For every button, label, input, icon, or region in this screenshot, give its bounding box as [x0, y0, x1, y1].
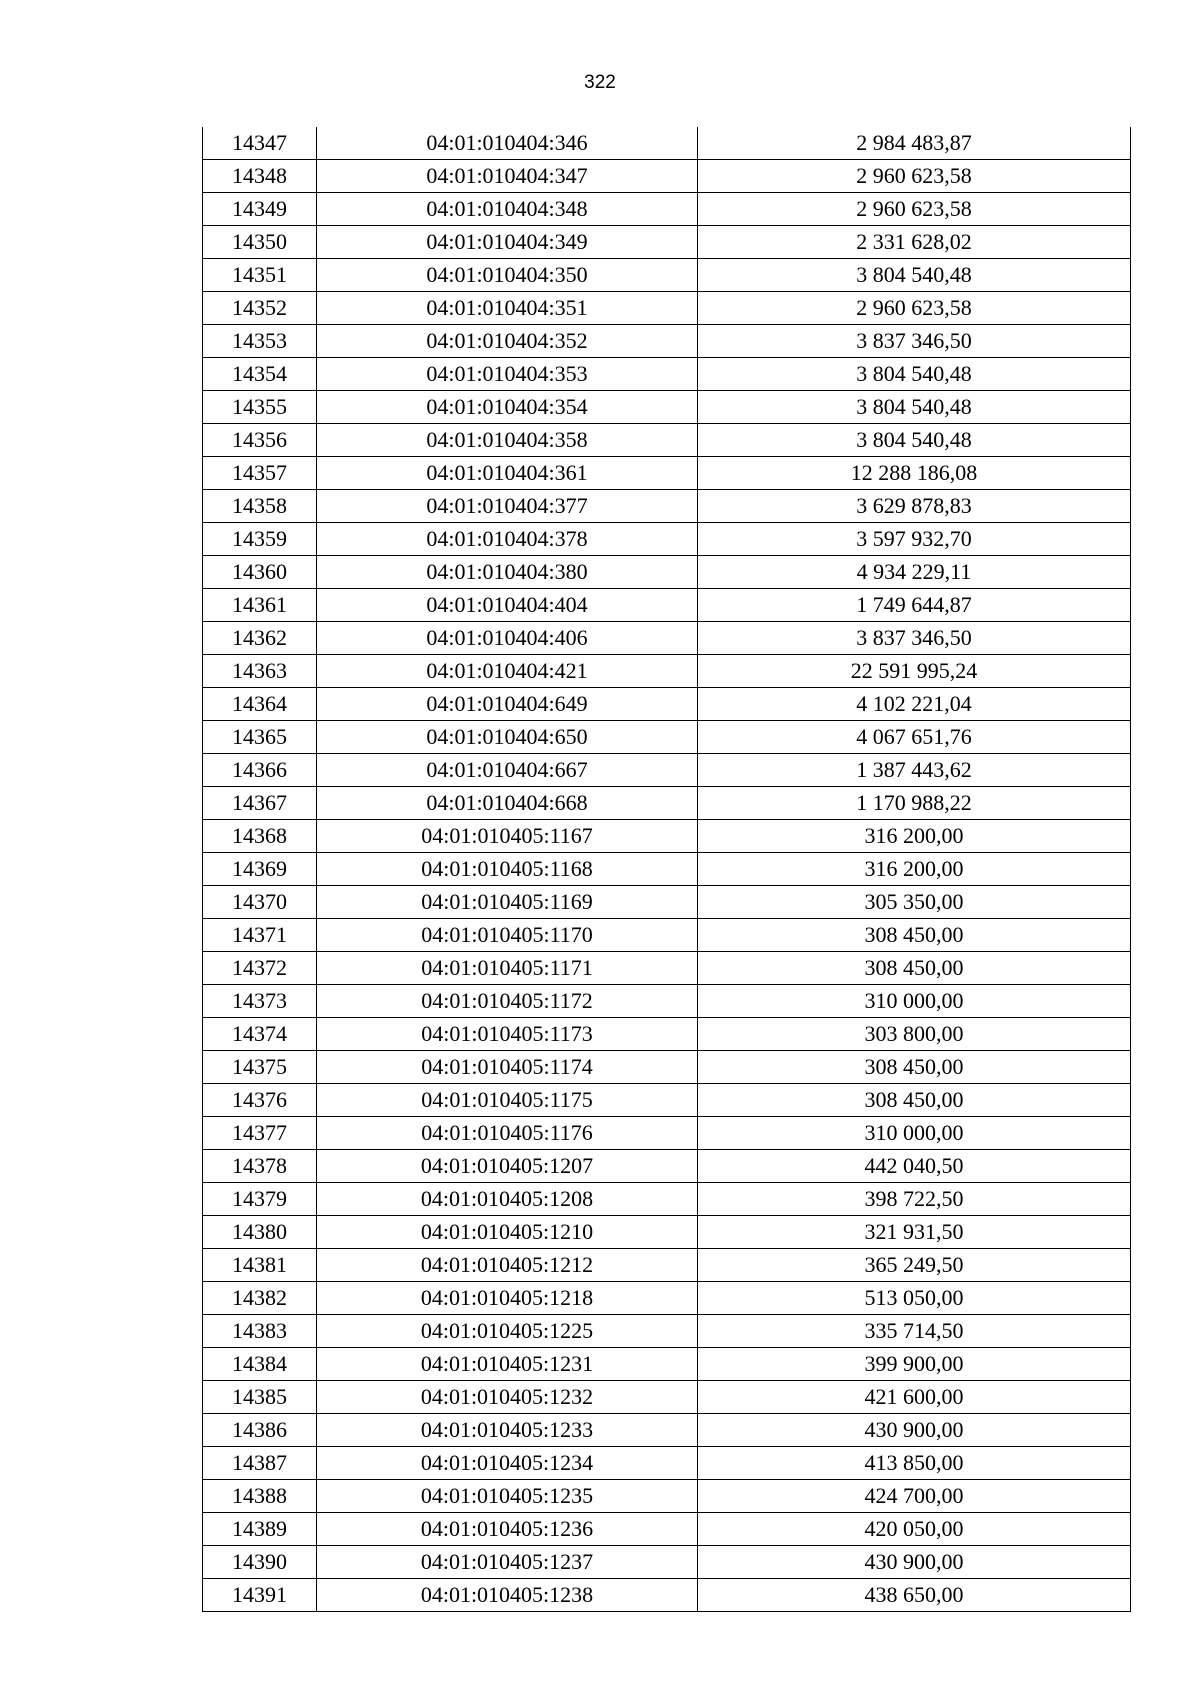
row-number-cell: 14368 — [203, 820, 317, 853]
cadastral-value-cell: 3 804 540,48 — [698, 259, 1131, 292]
cadastral-value-cell: 308 450,00 — [698, 952, 1131, 985]
table-row — [203, 1249, 1131, 1282]
table-row — [203, 688, 1131, 721]
row-number-cell: 14382 — [203, 1282, 317, 1315]
row-number-cell: 14347 — [203, 127, 317, 160]
table-row — [203, 556, 1131, 589]
row-number-cell: 14356 — [203, 424, 317, 457]
cadastral-number-cell: 04:01:010405:1234 — [317, 1447, 698, 1480]
row-number-cell: 14379 — [203, 1183, 317, 1216]
table-row — [203, 1381, 1131, 1414]
row-number-cell: 14385 — [203, 1381, 317, 1414]
table-row — [203, 1447, 1131, 1480]
row-number-cell: 14361 — [203, 589, 317, 622]
cadastral-value-cell: 365 249,50 — [698, 1249, 1131, 1282]
row-number-cell: 14352 — [203, 292, 317, 325]
row-number-cell: 14375 — [203, 1051, 317, 1084]
table-row — [203, 721, 1131, 754]
cadastral-number-cell: 04:01:010405:1210 — [317, 1216, 698, 1249]
table-row — [203, 160, 1131, 193]
table-row — [203, 358, 1131, 391]
cadastral-number-cell: 04:01:010405:1170 — [317, 919, 698, 952]
cadastral-number-cell: 04:01:010404:346 — [317, 127, 698, 160]
cadastral-value-cell: 430 900,00 — [698, 1414, 1131, 1447]
table-row — [203, 1051, 1131, 1084]
cadastral-value-cell: 3 837 346,50 — [698, 622, 1131, 655]
table-row — [203, 490, 1131, 523]
table-row — [203, 325, 1131, 358]
table-row — [203, 259, 1131, 292]
cadastral-number-cell: 04:01:010405:1237 — [317, 1546, 698, 1579]
row-number-cell: 14357 — [203, 457, 317, 490]
table-row — [203, 1579, 1131, 1612]
table-row — [203, 589, 1131, 622]
table-row — [203, 457, 1131, 490]
cadastral-value-cell: 1 387 443,62 — [698, 754, 1131, 787]
cadastral-value-cell: 308 450,00 — [698, 1084, 1131, 1117]
cadastral-number-cell: 04:01:010405:1225 — [317, 1315, 698, 1348]
cadastral-value-cell: 310 000,00 — [698, 1117, 1131, 1150]
cadastral-number-cell: 04:01:010404:352 — [317, 325, 698, 358]
cadastral-number-cell: 04:01:010405:1175 — [317, 1084, 698, 1117]
table-row — [203, 226, 1131, 259]
row-number-cell: 14384 — [203, 1348, 317, 1381]
cadastral-number-cell: 04:01:010404:421 — [317, 655, 698, 688]
cadastral-number-cell: 04:01:010404:358 — [317, 424, 698, 457]
table-row — [203, 1513, 1131, 1546]
row-number-cell: 14350 — [203, 226, 317, 259]
cadastral-number-cell: 04:01:010404:378 — [317, 523, 698, 556]
cadastral-number-cell: 04:01:010405:1174 — [317, 1051, 698, 1084]
cadastral-number-cell: 04:01:010405:1233 — [317, 1414, 698, 1447]
cadastral-number-cell: 04:01:010405:1232 — [317, 1381, 698, 1414]
row-number-cell: 14371 — [203, 919, 317, 952]
cadastral-value-cell: 424 700,00 — [698, 1480, 1131, 1513]
cadastral-number-cell: 04:01:010404:350 — [317, 259, 698, 292]
row-number-cell: 14360 — [203, 556, 317, 589]
cadastral-value-cell: 3 629 878,83 — [698, 490, 1131, 523]
cadastral-number-cell: 04:01:010404:650 — [317, 721, 698, 754]
cadastral-number-cell: 04:01:010405:1235 — [317, 1480, 698, 1513]
cadastral-number-cell: 04:01:010404:353 — [317, 358, 698, 391]
table-row — [203, 1480, 1131, 1513]
table-row — [203, 1546, 1131, 1579]
table-row — [203, 1084, 1131, 1117]
cadastral-value-cell: 2 331 628,02 — [698, 226, 1131, 259]
row-number-cell: 14389 — [203, 1513, 317, 1546]
cadastral-number-cell: 04:01:010404:348 — [317, 193, 698, 226]
cadastral-number-cell: 04:01:010405:1236 — [317, 1513, 698, 1546]
row-number-cell: 14362 — [203, 622, 317, 655]
cadastral-value-cell: 2 960 623,58 — [698, 292, 1131, 325]
cadastral-value-cell: 430 900,00 — [698, 1546, 1131, 1579]
row-number-cell: 14359 — [203, 523, 317, 556]
cadastral-number-cell: 04:01:010404:406 — [317, 622, 698, 655]
row-number-cell: 14366 — [203, 754, 317, 787]
cadastral-value-cell: 12 288 186,08 — [698, 457, 1131, 490]
cadastral-value-cell: 1 749 644,87 — [698, 589, 1131, 622]
cadastral-number-cell: 04:01:010405:1168 — [317, 853, 698, 886]
cadastral-number-cell: 04:01:010405:1231 — [317, 1348, 698, 1381]
table-row — [203, 424, 1131, 457]
table-row — [203, 523, 1131, 556]
row-number-cell: 14388 — [203, 1480, 317, 1513]
cadastral-number-cell: 04:01:010405:1238 — [317, 1579, 698, 1612]
row-number-cell: 14358 — [203, 490, 317, 523]
table-row — [203, 1117, 1131, 1150]
cadastral-number-cell: 04:01:010405:1167 — [317, 820, 698, 853]
table-row — [203, 1183, 1131, 1216]
table-row — [203, 127, 1131, 160]
row-number-cell: 14383 — [203, 1315, 317, 1348]
cadastral-number-cell: 04:01:010404:668 — [317, 787, 698, 820]
table-row — [203, 853, 1131, 886]
row-number-cell: 14353 — [203, 325, 317, 358]
cadastral-number-cell: 04:01:010404:347 — [317, 160, 698, 193]
row-number-cell: 14377 — [203, 1117, 317, 1150]
cadastral-value-cell: 3 837 346,50 — [698, 325, 1131, 358]
cadastral-value-cell: 3 804 540,48 — [698, 358, 1131, 391]
row-number-cell: 14364 — [203, 688, 317, 721]
cadastral-value-cell: 421 600,00 — [698, 1381, 1131, 1414]
cadastral-value-cell: 442 040,50 — [698, 1150, 1131, 1183]
row-number-cell: 14381 — [203, 1249, 317, 1282]
row-number-cell: 14365 — [203, 721, 317, 754]
cadastral-number-cell: 04:01:010404:667 — [317, 754, 698, 787]
cadastral-number-cell: 04:01:010405:1212 — [317, 1249, 698, 1282]
cadastral-value-cell: 398 722,50 — [698, 1183, 1131, 1216]
cadastral-value-cell: 4 102 221,04 — [698, 688, 1131, 721]
table-row — [203, 1414, 1131, 1447]
cadastral-number-cell: 04:01:010405:1169 — [317, 886, 698, 919]
row-number-cell: 14378 — [203, 1150, 317, 1183]
cadastral-number-cell: 04:01:010404:380 — [317, 556, 698, 589]
cadastral-value-cell: 310 000,00 — [698, 985, 1131, 1018]
table-row — [203, 1216, 1131, 1249]
row-number-cell: 14367 — [203, 787, 317, 820]
table-row — [203, 919, 1131, 952]
table-row — [203, 193, 1131, 226]
row-number-cell: 14372 — [203, 952, 317, 985]
table-row — [203, 292, 1131, 325]
row-number-cell: 14363 — [203, 655, 317, 688]
cadastral-value-cell: 321 931,50 — [698, 1216, 1131, 1249]
table-row — [203, 985, 1131, 1018]
row-number-cell: 14373 — [203, 985, 317, 1018]
cadastral-number-cell: 04:01:010405:1208 — [317, 1183, 698, 1216]
cadastral-value-cell: 22 591 995,24 — [698, 655, 1131, 688]
cadastral-value-cell: 303 800,00 — [698, 1018, 1131, 1051]
cadastral-value-cell: 316 200,00 — [698, 853, 1131, 886]
row-number-cell: 14351 — [203, 259, 317, 292]
cadastral-value-cell: 1 170 988,22 — [698, 787, 1131, 820]
table-row — [203, 1282, 1131, 1315]
row-number-cell: 14391 — [203, 1579, 317, 1612]
cadastral-number-cell: 04:01:010404:351 — [317, 292, 698, 325]
cadastral-number-cell: 04:01:010405:1176 — [317, 1117, 698, 1150]
cadastral-value-cell: 316 200,00 — [698, 820, 1131, 853]
cadastral-value-cell: 420 050,00 — [698, 1513, 1131, 1546]
cadastral-number-cell: 04:01:010405:1173 — [317, 1018, 698, 1051]
cadastral-value-cell: 4 067 651,76 — [698, 721, 1131, 754]
cadastral-value-cell: 308 450,00 — [698, 1051, 1131, 1084]
cadastral-number-cell: 04:01:010405:1218 — [317, 1282, 698, 1315]
table-row — [203, 787, 1131, 820]
row-number-cell: 14355 — [203, 391, 317, 424]
table-row — [203, 754, 1131, 787]
row-number-cell: 14390 — [203, 1546, 317, 1579]
row-number-cell: 14376 — [203, 1084, 317, 1117]
cadastral-number-cell: 04:01:010404:404 — [317, 589, 698, 622]
row-number-cell: 14374 — [203, 1018, 317, 1051]
cadastral-value-cell: 335 714,50 — [698, 1315, 1131, 1348]
cadastral-value-cell: 3 597 932,70 — [698, 523, 1131, 556]
row-number-cell: 14349 — [203, 193, 317, 226]
table-row — [203, 1315, 1131, 1348]
page-number: 322 — [584, 72, 616, 93]
table-body — [203, 127, 1131, 1612]
cadastral-number-cell: 04:01:010404:361 — [317, 457, 698, 490]
table-row — [203, 655, 1131, 688]
row-number-cell: 14380 — [203, 1216, 317, 1249]
row-number-cell: 14370 — [203, 886, 317, 919]
cadastral-value-cell: 438 650,00 — [698, 1579, 1131, 1612]
table-row — [203, 820, 1131, 853]
table-row — [203, 952, 1131, 985]
cadastral-value-cell: 3 804 540,48 — [698, 424, 1131, 457]
row-number-cell: 14369 — [203, 853, 317, 886]
cadastral-value-cell: 305 350,00 — [698, 886, 1131, 919]
row-number-cell: 14348 — [203, 160, 317, 193]
table-row — [203, 886, 1131, 919]
cadastral-number-cell: 04:01:010405:1171 — [317, 952, 698, 985]
cadastral-value-cell: 413 850,00 — [698, 1447, 1131, 1480]
cadastral-value-cell: 308 450,00 — [698, 919, 1131, 952]
table-row — [203, 1348, 1131, 1381]
cadastral-number-cell: 04:01:010405:1207 — [317, 1150, 698, 1183]
cadastral-value-cell: 3 804 540,48 — [698, 391, 1131, 424]
table-row — [203, 1018, 1131, 1051]
table-row — [203, 1150, 1131, 1183]
cadastral-value-cell: 2 960 623,58 — [698, 160, 1131, 193]
cadastral-number-cell: 04:01:010404:354 — [317, 391, 698, 424]
cadastral-value-cell: 513 050,00 — [698, 1282, 1131, 1315]
cadastral-value-cell: 2 960 623,58 — [698, 193, 1131, 226]
cadastral-value-table — [202, 127, 1131, 1612]
table-row — [203, 391, 1131, 424]
cadastral-number-cell: 04:01:010404:377 — [317, 490, 698, 523]
cadastral-value-cell: 2 984 483,87 — [698, 127, 1131, 160]
row-number-cell: 14387 — [203, 1447, 317, 1480]
row-number-cell: 14386 — [203, 1414, 317, 1447]
cadastral-number-cell: 04:01:010404:649 — [317, 688, 698, 721]
row-number-cell: 14354 — [203, 358, 317, 391]
table-row — [203, 622, 1131, 655]
cadastral-value-cell: 4 934 229,11 — [698, 556, 1131, 589]
cadastral-number-cell: 04:01:010404:349 — [317, 226, 698, 259]
cadastral-value-cell: 399 900,00 — [698, 1348, 1131, 1381]
cadastral-number-cell: 04:01:010405:1172 — [317, 985, 698, 1018]
